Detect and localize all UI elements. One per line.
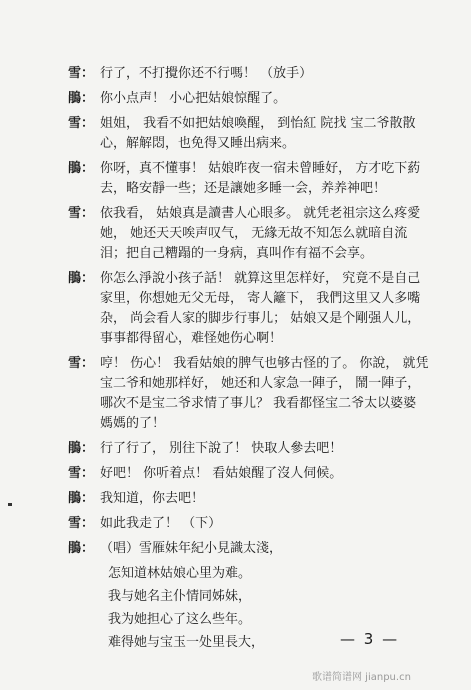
dialogue-line [68, 539, 454, 559]
speaker-label: 鵑： [68, 491, 95, 506]
dialogue-text: 哼！ 伤心！ 我看姑娘的脾气也够古怪的了。 你說， 就凭 [100, 356, 429, 371]
dialogue-continuation: 杂， 尚会看人家的脚步行事儿； 姑娘又是个剛强人儿， [100, 311, 421, 326]
dialogue-text: 如此我走了！ （下） [100, 516, 222, 531]
dialogue-text: （唱）雪雁妹年紀小見識太淺， [100, 541, 283, 556]
dialogue-continuation: 媽媽的了！ [100, 416, 166, 431]
speaker-label: 雪： [68, 466, 95, 481]
speaker-label: 鵑： [68, 441, 95, 456]
site-watermark: 歌谱简谱网 jianpu.cn [312, 672, 411, 683]
dialogue-continuation: 家里，你想她无父无母， 寄人籬下， 我們这里又人多嘴 [100, 291, 421, 306]
verse-line: 难得她与宝玉一处里長大， [108, 635, 265, 650]
speaker-label: 雪： [68, 116, 95, 131]
dialogue-continuation: 泪；把自己糟蹋的一身病，真叫作有福不会享。 [100, 246, 374, 261]
dialogue-line [68, 89, 454, 109]
speaker-label: 雪： [68, 206, 95, 221]
dialogue-text: 行了行了， 別往下說了！ 快取人參去吧！ [100, 441, 343, 456]
dialogue-text: 你怎么淨說小孩子話！ 就算这里怎样好， 究竟不是自己 [100, 271, 421, 286]
speaker-label: 雪： [68, 66, 95, 81]
dialogue-line [68, 269, 454, 289]
dialogue-line [68, 514, 454, 534]
speaker-label: 鵑： [68, 91, 95, 106]
dialogue-line [68, 354, 454, 374]
dialogue-line [68, 439, 454, 459]
speaker-label: 雪： [68, 516, 95, 531]
dialogue-continuation: 哪次不是宝二爷求情了事儿？ 我看都怪宝二爷太以婆婆 [100, 396, 417, 411]
speaker-label: 雪： [68, 356, 95, 371]
dialogue-text: 好吧！ 你听着点！ 看姑娘醒了沒人伺候。 [100, 466, 343, 481]
speaker-label: 鵑： [68, 541, 95, 556]
verse-line: 我与她名主仆情同姊妹， [108, 589, 252, 604]
dialogue-text: 依我看， 姑娘真是讀書人心眼多。 就凭老祖宗这么疼愛 [100, 206, 421, 221]
dialogue-continuation: 宝二爷和她那样好， 她还和人家急一陣子， 鬧一陣子， [100, 376, 421, 391]
dialogue-continuation: 她， 她还天天唉声叹气， 无緣无故不知怎么就暗自流 [100, 226, 408, 241]
dialogue-text: 你小点声！ 小心把姑娘惊醒了。 [100, 91, 287, 106]
verse-line: 怎知道林姑娘心里为难。 [108, 566, 252, 581]
dialogue-continuation: 心，解解悶，也免得又睡出病来。 [100, 136, 296, 151]
dialogue-line [68, 464, 454, 484]
dialogue-line [68, 159, 454, 179]
dialogue-text: 行了，不打攪你还不行嗎！ （放手） [100, 66, 313, 81]
verse-line: 我为她担心了这么些年。 [108, 612, 252, 627]
dialogue-continuation: 去，略安靜一些；还是讓她多睡一会，养养神吧！ [100, 181, 387, 196]
scan-speck [8, 503, 12, 506]
dialogue-line [68, 489, 454, 509]
dialogue-continuation: 事事都得留心，难怪她伤心啊！ [100, 331, 283, 346]
speaker-label: 鵑： [68, 161, 95, 176]
page-number: — 3 — [340, 630, 400, 648]
dialogue-line [68, 204, 454, 224]
dialogue-line [68, 64, 454, 84]
speaker-label: 鵑： [68, 271, 95, 286]
dialogue-text: 姐姐， 我看不如把姑娘喚醒， 到怡紅 院找 宝二爷散散 [100, 116, 416, 131]
dialogue-line [68, 114, 454, 134]
dialogue-text: 你呀，真不懂事！ 姑娘昨夜一宿未曾睡好， 方才吃下葯 [100, 161, 421, 176]
dialogue-text: 我知道，你去吧！ [100, 491, 205, 506]
